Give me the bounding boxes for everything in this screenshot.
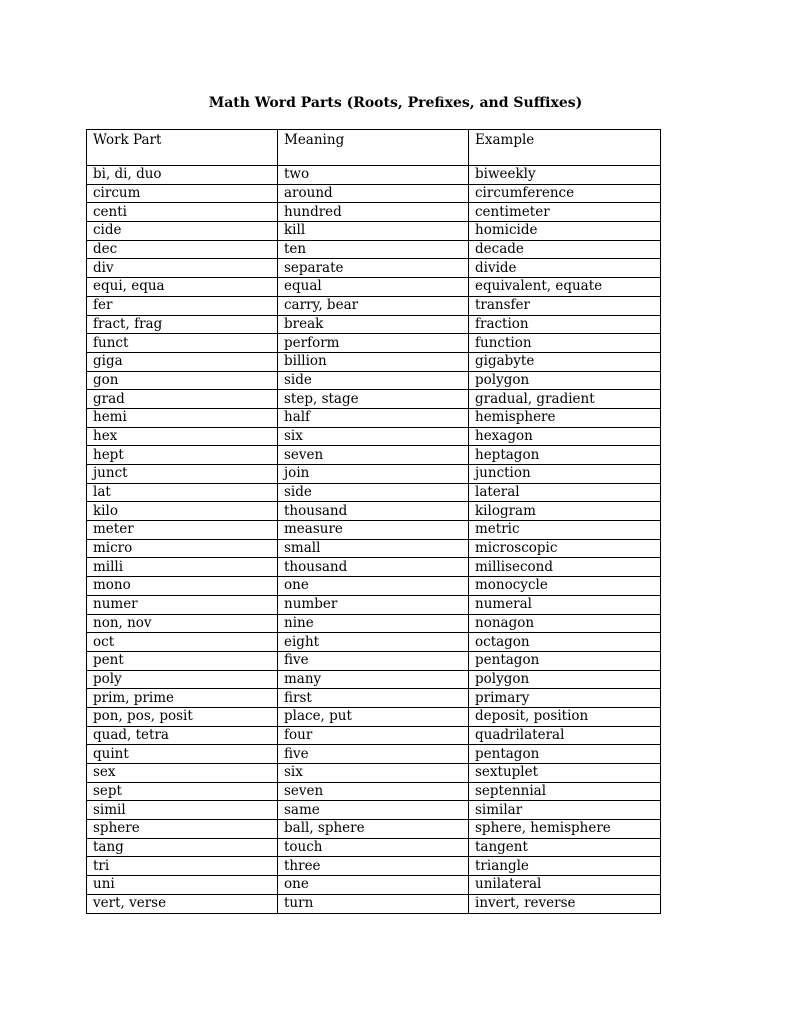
word-parts-table bbox=[86, 129, 661, 914]
cell-example: divide bbox=[469, 259, 661, 278]
cell-meaning: perform bbox=[278, 334, 469, 353]
cell-word-part: cide bbox=[87, 222, 278, 241]
cell-meaning: side bbox=[278, 371, 469, 390]
table-row bbox=[87, 820, 661, 839]
table-row bbox=[87, 838, 661, 857]
cell-word-part: pent bbox=[87, 651, 278, 670]
cell-word-part: mono bbox=[87, 577, 278, 596]
cell-word-part: bi, di, duo bbox=[87, 166, 278, 185]
cell-meaning: one bbox=[278, 577, 469, 596]
cell-example: equivalent, equate bbox=[469, 278, 661, 297]
cell-word-part: pon, pos, posit bbox=[87, 707, 278, 726]
cell-example: millisecond bbox=[469, 558, 661, 577]
cell-word-part: vert, verse bbox=[87, 894, 278, 913]
cell-word-part: grad bbox=[87, 390, 278, 409]
cell-example: circumference bbox=[469, 184, 661, 203]
cell-meaning: around bbox=[278, 184, 469, 203]
cell-example: lateral bbox=[469, 483, 661, 502]
table-row bbox=[87, 352, 661, 371]
cell-example: tangent bbox=[469, 838, 661, 857]
cell-meaning: nine bbox=[278, 614, 469, 633]
cell-example: junction bbox=[469, 465, 661, 484]
table-row bbox=[87, 894, 661, 913]
table-row bbox=[87, 539, 661, 558]
cell-meaning: hundred bbox=[278, 203, 469, 222]
table-row bbox=[87, 166, 661, 185]
cell-example: primary bbox=[469, 689, 661, 708]
cell-meaning: touch bbox=[278, 838, 469, 857]
table-row bbox=[87, 651, 661, 670]
table-row bbox=[87, 876, 661, 895]
table-row bbox=[87, 408, 661, 427]
cell-example: gradual, gradient bbox=[469, 390, 661, 409]
cell-word-part: milli bbox=[87, 558, 278, 577]
cell-example: microscopic bbox=[469, 539, 661, 558]
cell-meaning: ten bbox=[278, 240, 469, 259]
cell-example: pentagon bbox=[469, 745, 661, 764]
table-row bbox=[87, 801, 661, 820]
cell-word-part: gon bbox=[87, 371, 278, 390]
table-row bbox=[87, 633, 661, 652]
cell-example: triangle bbox=[469, 857, 661, 876]
table-row bbox=[87, 315, 661, 334]
cell-meaning: eight bbox=[278, 633, 469, 652]
cell-example: biweekly bbox=[469, 166, 661, 185]
cell-word-part: micro bbox=[87, 539, 278, 558]
cell-meaning: half bbox=[278, 408, 469, 427]
table-row bbox=[87, 726, 661, 745]
table-row bbox=[87, 390, 661, 409]
cell-word-part: hemi bbox=[87, 408, 278, 427]
cell-word-part: kilo bbox=[87, 502, 278, 521]
table-row bbox=[87, 465, 661, 484]
cell-meaning: many bbox=[278, 670, 469, 689]
cell-example: quadrilateral bbox=[469, 726, 661, 745]
table-row bbox=[87, 259, 661, 278]
cell-meaning: join bbox=[278, 465, 469, 484]
cell-word-part: sphere bbox=[87, 820, 278, 839]
cell-example: similar bbox=[469, 801, 661, 820]
cell-meaning: six bbox=[278, 764, 469, 783]
table-row bbox=[87, 670, 661, 689]
table-row bbox=[87, 334, 661, 353]
cell-meaning: turn bbox=[278, 894, 469, 913]
cell-example: centimeter bbox=[469, 203, 661, 222]
cell-example: hexagon bbox=[469, 427, 661, 446]
table-row bbox=[87, 446, 661, 465]
cell-meaning: thousand bbox=[278, 558, 469, 577]
table-row bbox=[87, 595, 661, 614]
table-row bbox=[87, 371, 661, 390]
cell-word-part: non, nov bbox=[87, 614, 278, 633]
page-title: Math Word Parts (Roots, Prefixes, and Suffixes) bbox=[208, 95, 583, 111]
cell-example: heptagon bbox=[469, 446, 661, 465]
table-row bbox=[87, 577, 661, 596]
cell-meaning: same bbox=[278, 801, 469, 820]
cell-meaning: four bbox=[278, 726, 469, 745]
cell-meaning: seven bbox=[278, 782, 469, 801]
cell-example: sphere, hemisphere bbox=[469, 820, 661, 839]
cell-example: octagon bbox=[469, 633, 661, 652]
table-row bbox=[87, 782, 661, 801]
cell-example: fraction bbox=[469, 315, 661, 334]
cell-example: nonagon bbox=[469, 614, 661, 633]
cell-word-part: fract, frag bbox=[87, 315, 278, 334]
table-row bbox=[87, 745, 661, 764]
cell-meaning: ball, sphere bbox=[278, 820, 469, 839]
cell-example: kilogram bbox=[469, 502, 661, 521]
cell-example: pentagon bbox=[469, 651, 661, 670]
cell-word-part: tri bbox=[87, 857, 278, 876]
cell-meaning: step, stage bbox=[278, 390, 469, 409]
cell-meaning: first bbox=[278, 689, 469, 708]
cell-example: unilateral bbox=[469, 876, 661, 895]
cell-word-part: simil bbox=[87, 801, 278, 820]
cell-word-part: tang bbox=[87, 838, 278, 857]
cell-example: polygon bbox=[469, 670, 661, 689]
cell-meaning: side bbox=[278, 483, 469, 502]
cell-example: sextuplet bbox=[469, 764, 661, 783]
cell-word-part: uni bbox=[87, 876, 278, 895]
cell-meaning: separate bbox=[278, 259, 469, 278]
cell-example: numeral bbox=[469, 595, 661, 614]
cell-example: monocycle bbox=[469, 577, 661, 596]
cell-word-part: hex bbox=[87, 427, 278, 446]
table-row bbox=[87, 502, 661, 521]
cell-example: septennial bbox=[469, 782, 661, 801]
table-row bbox=[87, 278, 661, 297]
cell-meaning: thousand bbox=[278, 502, 469, 521]
cell-meaning: seven bbox=[278, 446, 469, 465]
cell-example: decade bbox=[469, 240, 661, 259]
cell-meaning: carry, bear bbox=[278, 296, 469, 315]
cell-example: homicide bbox=[469, 222, 661, 241]
table-row bbox=[87, 483, 661, 502]
cell-meaning: place, put bbox=[278, 707, 469, 726]
cell-word-part: div bbox=[87, 259, 278, 278]
cell-word-part: giga bbox=[87, 352, 278, 371]
cell-word-part: quad, tetra bbox=[87, 726, 278, 745]
cell-word-part: funct bbox=[87, 334, 278, 353]
cell-word-part: poly bbox=[87, 670, 278, 689]
cell-meaning: five bbox=[278, 745, 469, 764]
table-row bbox=[87, 614, 661, 633]
cell-word-part: fer bbox=[87, 296, 278, 315]
cell-example: metric bbox=[469, 521, 661, 540]
cell-word-part: sept bbox=[87, 782, 278, 801]
table-row bbox=[87, 558, 661, 577]
table-row bbox=[87, 521, 661, 540]
cell-example: deposit, position bbox=[469, 707, 661, 726]
table-body bbox=[87, 166, 661, 914]
cell-word-part: equi, equa bbox=[87, 278, 278, 297]
cell-word-part: sex bbox=[87, 764, 278, 783]
cell-example: hemisphere bbox=[469, 408, 661, 427]
cell-example: gigabyte bbox=[469, 352, 661, 371]
cell-meaning: number bbox=[278, 595, 469, 614]
table-row bbox=[87, 857, 661, 876]
cell-word-part: quint bbox=[87, 745, 278, 764]
cell-example: invert, reverse bbox=[469, 894, 661, 913]
table-row bbox=[87, 707, 661, 726]
table-row bbox=[87, 222, 661, 241]
cell-meaning: billion bbox=[278, 352, 469, 371]
column-header-meaning: Meaning bbox=[278, 130, 469, 166]
cell-word-part: hept bbox=[87, 446, 278, 465]
cell-word-part: circum bbox=[87, 184, 278, 203]
cell-word-part: junct bbox=[87, 465, 278, 484]
table-row bbox=[87, 203, 661, 222]
column-header-word-part: Work Part bbox=[87, 130, 278, 166]
cell-example: polygon bbox=[469, 371, 661, 390]
table-row bbox=[87, 764, 661, 783]
table-row bbox=[87, 689, 661, 708]
cell-word-part: numer bbox=[87, 595, 278, 614]
cell-meaning: small bbox=[278, 539, 469, 558]
cell-word-part: meter bbox=[87, 521, 278, 540]
table-row bbox=[87, 296, 661, 315]
table-row bbox=[87, 240, 661, 259]
cell-meaning: measure bbox=[278, 521, 469, 540]
cell-meaning: five bbox=[278, 651, 469, 670]
cell-word-part: centi bbox=[87, 203, 278, 222]
table-row bbox=[87, 184, 661, 203]
table-row bbox=[87, 427, 661, 446]
cell-word-part: oct bbox=[87, 633, 278, 652]
cell-meaning: kill bbox=[278, 222, 469, 241]
column-header-example: Example bbox=[469, 130, 661, 166]
cell-meaning: three bbox=[278, 857, 469, 876]
cell-meaning: six bbox=[278, 427, 469, 446]
cell-word-part: lat bbox=[87, 483, 278, 502]
cell-meaning: equal bbox=[278, 278, 469, 297]
cell-meaning: two bbox=[278, 166, 469, 185]
cell-word-part: prim, prime bbox=[87, 689, 278, 708]
table-header-row bbox=[87, 130, 661, 166]
cell-word-part: dec bbox=[87, 240, 278, 259]
cell-example: function bbox=[469, 334, 661, 353]
cell-meaning: one bbox=[278, 876, 469, 895]
cell-meaning: break bbox=[278, 315, 469, 334]
cell-example: transfer bbox=[469, 296, 661, 315]
